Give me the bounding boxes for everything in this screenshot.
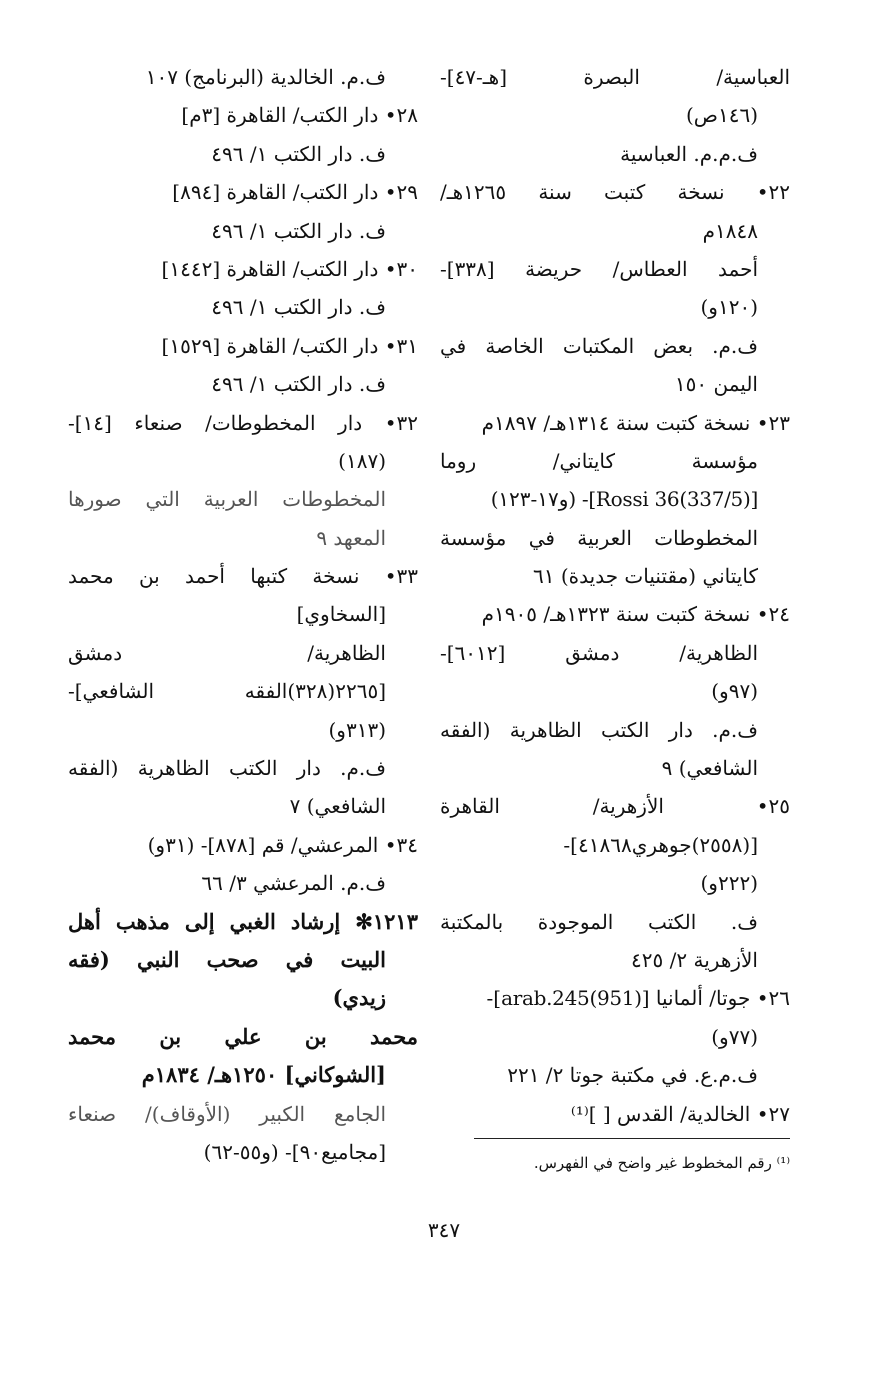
- text-line: (٧٧و): [711, 1024, 758, 1049]
- text-line: [Rossi 36(337/5)]- (و١٧-١٢٣): [490, 487, 758, 512]
- text-line: ف.م. دار الكتب الظاهرية (الفقه: [68, 756, 386, 781]
- footnote-divider: [474, 1138, 790, 1139]
- text-line: (٩٧و): [711, 679, 758, 704]
- text-line: (١٨٧): [338, 448, 386, 473]
- author-line: محمد بن علي بن محمد: [68, 1023, 418, 1049]
- text-line: ٢٣• نسخة كتبت سنة ١٣١٤هـ/ ١٨٩٧م: [481, 410, 790, 435]
- left-column: [68, 58, 418, 1171]
- page-number: ٣٤٧: [427, 1218, 461, 1242]
- author-line: [الشوكاني] ١٢٥٠هـ/ ١٨٣٤م: [141, 1062, 386, 1088]
- text-line: ف.م.م. العباسية: [620, 141, 758, 166]
- text-line: [السخاوي]: [296, 602, 386, 627]
- text-line: ٢٦• جوتا/ ألمانيا [arab.245(951)]-: [486, 986, 790, 1011]
- text-line: العباسية/ البصرة [هـ-٤٧]-: [440, 65, 790, 89]
- text-line: ٣٣• نسخة كتبها أحمد بن محمد: [68, 564, 418, 589]
- text-line: ف.م.ع. في مكتبة جوتا ٢/ ٢٢١: [507, 1063, 758, 1088]
- text-line: ٢٩• دار الكتب/ القاهرة [٨٩٤]: [172, 180, 418, 205]
- entry-heading: ١٢١٣✻ إرشاد الغبي إلى مذهب أهل: [68, 908, 418, 934]
- text-line: ف. دار الكتب ١/ ٤٩٦: [211, 295, 386, 320]
- text-line: [٢٢٦٥(٣٢٨)الفقه الشافعي]-: [68, 679, 386, 704]
- text-line: ف.م. بعض المكتبات الخاصة في: [440, 333, 758, 358]
- text-line: [(٢٥٥٨)جوهري٤١٨٦٨]-: [563, 832, 758, 857]
- text-line: ٣١• دار الكتب/ القاهرة [١٥٢٩]: [161, 333, 418, 358]
- text-line: مؤسسة كايتاني/ روما: [440, 448, 758, 473]
- text-line: الشافعي) ٩: [661, 756, 758, 781]
- text-line: (٣١٣و): [328, 717, 386, 742]
- text-line: ١٨٤٨م: [702, 218, 758, 243]
- text-line: الشافعي) ٧: [289, 794, 386, 819]
- text-line: ف. الكتب الموجودة بالمكتبة: [440, 909, 758, 934]
- text-line: المخطوطات العربية في مؤسسة: [440, 525, 758, 550]
- text-line: ٢٥• الأزهرية/ القاهرة: [440, 794, 790, 819]
- text-line: (١٤٦ص): [685, 103, 758, 128]
- text-line: ٢٢• نسخة كتبت سنة ١٢٦٥هـ/: [440, 180, 790, 205]
- text-line: ٢٨• دار الكتب/ القاهرة [٣م]: [181, 103, 418, 128]
- text-line: الجامع الكبير (الأوقاف)/ صنعاء: [68, 1101, 386, 1126]
- text-line: الظاهرية/ دمشق: [68, 640, 386, 665]
- text-line: المخطوطات العربية التي صورها: [68, 487, 386, 512]
- text-line: ف.م. الخالدية (البرنامج) ١٠٧: [145, 65, 386, 89]
- text-line: الأزهرية ٢/ ٤٢٥: [631, 947, 758, 972]
- text-line: ف. دار الكتب ١/ ٤٩٦: [211, 218, 386, 243]
- text-line: كايتاني (مقتنيات جديدة) ٦١: [533, 564, 758, 589]
- text-line: ف.م. دار الكتب الظاهرية (الفقه: [440, 717, 758, 742]
- text-line: ف. دار الكتب ١/ ٤٩٦: [211, 141, 386, 166]
- entry-heading: زيدي): [332, 985, 386, 1011]
- text-line: (١٢٠و): [700, 295, 758, 320]
- text-line: ٢٧• الخالدية/ القدس [ ]⁽¹⁾: [570, 1101, 790, 1126]
- text-line: ف. دار الكتب ١/ ٤٩٦: [211, 372, 386, 397]
- text-line: ف.م. المرعشي ٣/ ٦٦: [201, 871, 386, 896]
- text-line: اليمن ١٥٠: [674, 372, 758, 397]
- text-line: ٢٤• نسخة كتبت سنة ١٣٢٣هـ/ ١٩٠٥م: [481, 602, 790, 627]
- text-line: [مجاميع٩٠]- (و٥٥-٦٢): [203, 1139, 386, 1164]
- text-line: الظاهرية/ دمشق [٦٠١٢]-: [440, 640, 758, 665]
- text-line: ٣٢• دار المخطوطات/ صنعاء [١٤]-: [68, 410, 418, 435]
- text-line: (٢٢٢و): [700, 871, 758, 896]
- footnote: ⁽¹⁾ رقم المخطوط غير واضح في الفهرس.: [533, 1154, 790, 1172]
- text-line: ٣٠• دار الكتب/ القاهرة [١٤٤٢]: [161, 256, 418, 281]
- right-column: [440, 58, 790, 1133]
- entry-heading: البيت في صحب النبي (فقه: [68, 946, 386, 972]
- text-line: أحمد العطاس/ حريضة [٣٣٨]-: [440, 256, 758, 281]
- text-line: المعهد ٩: [316, 525, 386, 550]
- text-line: ٣٤• المرعشي/ قم [٨٧٨]- (٣١و): [147, 832, 418, 857]
